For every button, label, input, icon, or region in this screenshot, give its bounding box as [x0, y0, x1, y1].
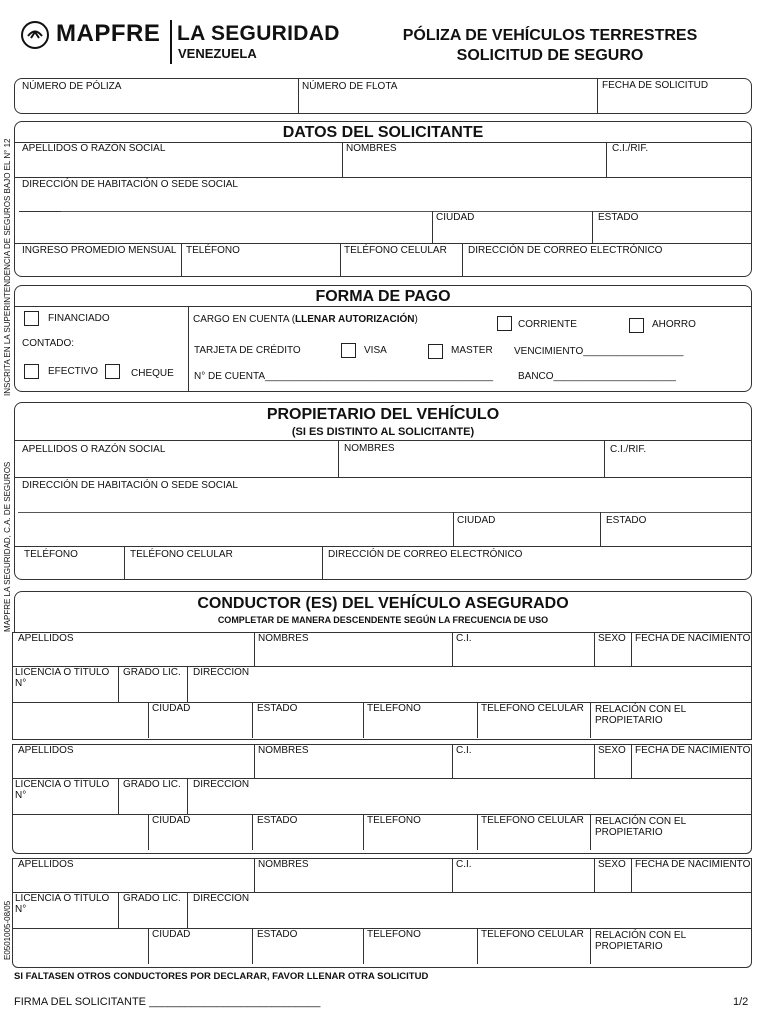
driver-3-ci-field[interactable] — [453, 870, 593, 891]
propietario-apellidos-label: APELLIDOS O RAZÓN SOCIAL — [22, 444, 166, 455]
divider — [187, 666, 188, 702]
solicitante-telefono-field[interactable] — [183, 256, 338, 275]
driver-3-relacion-label: RELACIÓN CON EL PROPIETARIO — [595, 930, 686, 952]
driver-2-relacion-label: RELACIÓN CON EL PROPIETARIO — [595, 816, 686, 838]
driver-1-ciudad-label: CIUDAD — [152, 703, 191, 714]
divider — [340, 243, 341, 277]
driver-1-apellidos-field[interactable] — [13, 644, 253, 665]
divider — [298, 78, 299, 114]
driver-1-relacion-label: RELACIÓN CON EL PROPIETARIO — [595, 704, 686, 726]
firma-solicitante-field[interactable]: FIRMA DEL SOLICITANTE ____________________________ — [14, 996, 321, 1008]
solicitante-direccion-field[interactable] — [16, 190, 750, 210]
propietario-ciudad-field[interactable] — [455, 526, 598, 545]
driver-3-ciudad-field[interactable] — [149, 940, 251, 963]
divider — [15, 546, 751, 547]
fecha-solicitud-label: FECHA DE SOLICITUD — [602, 80, 709, 91]
driver-1-relacion-field[interactable] — [592, 728, 750, 738]
divider — [15, 306, 751, 307]
solicitante-ciudad-label: CIUDAD — [436, 212, 475, 223]
driver-3-nombres-label: NOMBRES — [258, 859, 309, 870]
side-registration-text: INSCRITA EN LA SUPERINTENDENCIA DE SEGUROS BAJO EL N° 12 — [3, 138, 12, 396]
conductores-subtitle: COMPLETAR DE MANERA DESCENDENTE SEGÚN LA FRECUENCIA DE USO — [217, 615, 549, 625]
driver-2-grado-label: GRADO LIC. — [123, 779, 181, 790]
driver-2-licencia-label: LICENCIA O TÍTULO N° — [15, 779, 110, 801]
solicitante-ingreso-field[interactable] — [16, 256, 179, 275]
driver-1-estado-label: ESTADO — [257, 703, 298, 714]
driver-1-nombres-field[interactable] — [255, 644, 451, 665]
propietario-nombres-label: NOMBRES — [344, 443, 395, 454]
divider — [453, 512, 454, 546]
solicitante-ci-field[interactable] — [608, 154, 750, 176]
driver-2-estado-field[interactable] — [254, 826, 362, 849]
solicitante-direccion-field-2[interactable] — [16, 212, 430, 242]
propietario-celular-label: TELÉFONO CELULAR — [130, 549, 233, 560]
solicitante-celular-label: TELÉFONO CELULAR — [344, 245, 447, 256]
solicitante-apellidos-label: APELLIDOS O RAZÓN SOCIAL — [22, 143, 166, 154]
fecha-solicitud-field[interactable] — [599, 92, 749, 112]
driver-3-estado-label: ESTADO — [257, 929, 298, 940]
propietario-telefono-field[interactable] — [16, 560, 122, 578]
driver-1-grado-field[interactable] — [120, 679, 186, 701]
numero-poliza-field[interactable] — [16, 92, 296, 112]
solicitante-title: DATOS DEL SOLICITANTE — [282, 124, 484, 141]
mapfre-emblem-icon — [21, 21, 49, 49]
divider — [592, 211, 593, 243]
divider — [322, 546, 323, 580]
divider — [118, 778, 119, 814]
propietario-telefono-label: TELÉFONO — [24, 549, 78, 560]
driver-3-grado-field[interactable] — [120, 905, 186, 927]
side-form-code: E0501005-08/05 — [3, 900, 12, 960]
solicitante-nombres-label: NOMBRES — [346, 143, 397, 154]
cargo-cuenta-label: CARGO EN CUENTA (LLENAR AUTORIZACIÓN) — [193, 314, 418, 325]
propietario-direccion-field[interactable] — [16, 491, 750, 511]
propietario-ci-label: C.I./RIF. — [610, 444, 647, 455]
solicitante-correo-field[interactable] — [464, 256, 750, 275]
cheque-label: CHEQUE — [131, 368, 174, 379]
propietario-correo-field[interactable] — [324, 560, 750, 578]
divider — [15, 243, 751, 244]
driver-3-apellidos-field[interactable] — [13, 870, 253, 891]
driver-3-fecha-nac-field[interactable] — [632, 870, 750, 891]
driver-2-telefono-field[interactable] — [364, 826, 476, 849]
divider — [181, 243, 182, 277]
driver-1-telefono-label: TELEFONO — [367, 703, 421, 714]
driver-3-licencia-label: LICENCIA O TÍTULO N° — [15, 893, 110, 915]
driver-3-sexo-label: SEXO — [598, 859, 626, 870]
propietario-apellidos-field[interactable] — [16, 455, 336, 476]
divider — [590, 702, 591, 738]
propietario-direccion-field-2[interactable] — [16, 513, 451, 545]
solicitante-apellidos-field[interactable] — [16, 154, 340, 176]
banco-field[interactable]: BANCO______________________ — [518, 371, 676, 382]
driver-3-ci-label: C.I. — [456, 859, 472, 870]
propietario-subtitle: (SI ES DISTINTO AL SOLICITANTE) — [291, 426, 475, 438]
propietario-direccion-label: DIRECCIÓN DE HABITACIÓN O SEDE SOCIAL — [22, 480, 238, 491]
driver-2-ciudad-label: CIUDAD — [152, 815, 191, 826]
driver-2-licencia-field[interactable] — [40, 791, 116, 813]
vencimiento-field[interactable]: VENCIMIENTO__________________ — [514, 346, 684, 357]
solicitante-celular-field[interactable] — [342, 256, 460, 275]
driver-1-direccion-field[interactable] — [189, 679, 750, 701]
driver-1-estado-field[interactable] — [254, 714, 362, 737]
driver-2-direccion-label: DIRECCION — [193, 779, 250, 790]
solicitante-nombres-field[interactable] — [344, 154, 604, 176]
conductores-title: CONDUCTOR (ES) DEL VEHÍCULO ASEGURADO — [197, 595, 569, 612]
driver-1-celular-label: TELEFONO CELULAR — [481, 703, 584, 714]
propietario-ci-field[interactable] — [606, 455, 750, 476]
propietario-nombres-field[interactable] — [340, 455, 602, 476]
corriente-label: CORRIENTE — [518, 319, 577, 330]
driver-2-direccion-field[interactable] — [189, 791, 750, 813]
divider — [124, 546, 125, 580]
master-label: MASTER — [451, 345, 493, 356]
driver-3-estado-field[interactable] — [254, 940, 362, 963]
driver-3-fecha-nac-label: FECHA DE NACIMIENTO — [635, 859, 751, 870]
solicitante-telefono-label: TELÉFONO — [186, 245, 240, 256]
driver-1-ci-label: C.I. — [456, 633, 472, 644]
master-checkbox[interactable] — [428, 344, 443, 359]
brand-name: MAPFRE — [56, 20, 161, 47]
driver-1-grado-label: GRADO LIC. — [123, 667, 181, 678]
driver-1-direccion-field-2[interactable] — [13, 703, 147, 737]
driver-3-licencia-field[interactable] — [40, 905, 116, 927]
brand-divider — [170, 20, 172, 64]
driver-3-direccion-field[interactable] — [189, 905, 750, 927]
visa-checkbox[interactable] — [341, 343, 356, 358]
efectivo-checkbox[interactable] — [24, 364, 39, 379]
driver-3-direccion-label: DIRECCION — [193, 893, 250, 904]
divider — [118, 666, 119, 702]
driver-2-ciudad-field[interactable] — [149, 826, 251, 849]
driver-3-celular-label: TELEFONO CELULAR — [481, 929, 584, 940]
driver-2-grado-field[interactable] — [120, 791, 186, 813]
divider — [432, 211, 433, 243]
visa-label: VISA — [364, 345, 387, 356]
tarjeta-credito-label: TARJETA DE CRÉDITO — [194, 345, 301, 356]
propietario-correo-label: DIRECCIÓN DE CORREO ELECTRÓNICO — [328, 549, 523, 560]
driver-3-ciudad-label: CIUDAD — [152, 929, 191, 940]
divider — [462, 243, 463, 277]
financiado-label: FINANCIADO — [48, 313, 110, 324]
divider — [597, 78, 598, 114]
driver-2-ci-label: C.I. — [456, 745, 472, 756]
divider — [338, 440, 339, 477]
driver-2-relacion-field[interactable] — [592, 840, 750, 850]
driver-3-apellidos-label: APELLIDOS — [18, 859, 74, 870]
driver-3-nombres-field[interactable] — [255, 870, 451, 891]
driver-1-sexo-field[interactable] — [595, 644, 630, 665]
propietario-celular-field[interactable] — [126, 560, 320, 578]
divider — [606, 142, 607, 177]
numero-flota-field[interactable] — [300, 92, 595, 112]
solicitante-estado-field[interactable] — [594, 223, 750, 242]
ahorro-label: AHORRO — [652, 319, 696, 330]
cheque-checkbox[interactable] — [105, 364, 120, 379]
driver-2-celular-label: TELEFONO CELULAR — [481, 815, 584, 826]
driver-1-ci-field[interactable] — [453, 644, 593, 665]
numero-cuenta-field[interactable]: N° DE CUENTA_________________________________________ — [194, 371, 494, 382]
driver-2-sexo-label: SEXO — [598, 745, 626, 756]
driver-3-telefono-field[interactable] — [364, 940, 476, 963]
solicitante-estado-label: ESTADO — [598, 212, 639, 223]
divider — [252, 928, 253, 964]
driver-1-licencia-label: LICENCIA O TÍTULO N° — [15, 667, 110, 689]
footer-note: SI FALTASEN OTROS CONDUCTORES POR DECLARAR, FAVOR LLENAR OTRA SOLICITUD — [14, 971, 429, 982]
driver-2-sexo-field[interactable] — [595, 756, 630, 777]
numero-poliza-label: NÚMERO DE PÓLIZA — [22, 81, 122, 92]
divider — [15, 177, 751, 178]
forma-pago-title: FORMA DE PAGO — [315, 288, 451, 305]
document-subtitle: SOLICITUD DE SEGURO — [456, 47, 644, 64]
driver-1-fecha-nac-field[interactable] — [632, 644, 750, 665]
driver-3-telefono-label: TELEFONO — [367, 929, 421, 940]
page-number: 1/2 — [733, 996, 749, 1008]
divider — [15, 477, 751, 478]
driver-2-fecha-nac-label: FECHA DE NACIMIENTO — [635, 745, 751, 756]
contado-label: CONTADO: — [22, 338, 75, 349]
divider — [188, 306, 189, 392]
ahorro-checkbox[interactable] — [629, 318, 644, 333]
driver-3-direccion-field-2[interactable] — [13, 929, 147, 963]
numero-flota-label: NÚMERO DE FLOTA — [302, 81, 398, 92]
driver-3-sexo-field[interactable] — [595, 870, 630, 891]
driver-1-fecha-nac-label: FECHA DE NACIMIENTO — [635, 633, 751, 644]
driver-3-grado-label: GRADO LIC. — [123, 893, 181, 904]
driver-3-celular-field[interactable] — [478, 940, 589, 963]
driver-1-licencia-field[interactable] — [40, 679, 116, 701]
divider — [187, 778, 188, 814]
brand-la-seguridad: LA SEGURIDAD — [177, 22, 340, 45]
driver-1-sexo-label: SEXO — [598, 633, 626, 644]
divider — [252, 814, 253, 850]
brand-venezuela: VENEZUELA — [178, 46, 257, 61]
corriente-checkbox[interactable] — [497, 316, 512, 331]
driver-2-celular-field[interactable] — [478, 826, 589, 849]
driver-2-estado-label: ESTADO — [257, 815, 298, 826]
driver-2-nombres-field[interactable] — [255, 756, 451, 777]
efectivo-label: EFECTIVO — [48, 366, 99, 377]
driver-2-direccion-field-2[interactable] — [13, 815, 147, 849]
propietario-ciudad-label: CIUDAD — [457, 515, 496, 526]
financiado-checkbox[interactable] — [24, 311, 39, 326]
driver-3-relacion-field[interactable] — [592, 954, 750, 964]
solicitante-ingreso-label: INGRESO PROMEDIO MENSUAL — [22, 245, 177, 256]
document-title: PÓLIZA DE VEHÍCULOS TERRESTRES — [402, 27, 698, 44]
side-company-text: MAPFRE LA SEGURIDAD, C.A. DE SEGUROS — [3, 461, 12, 632]
divider — [15, 440, 751, 441]
divider — [600, 512, 601, 546]
driver-1-celular-field[interactable] — [478, 714, 589, 737]
driver-2-apellidos-field[interactable] — [13, 756, 253, 777]
driver-1-telefono-field[interactable] — [364, 714, 476, 737]
driver-2-nombres-label: NOMBRES — [258, 745, 309, 756]
divider — [590, 928, 591, 964]
solicitante-ciudad-field[interactable] — [434, 223, 590, 242]
divider — [252, 702, 253, 738]
driver-1-nombres-label: NOMBRES — [258, 633, 309, 644]
driver-1-direccion-label: DIRECCION — [193, 667, 250, 678]
solicitante-direccion-label: DIRECCIÓN DE HABITACIÓN O SEDE SOCIAL — [22, 179, 238, 190]
divider — [187, 892, 188, 928]
driver-2-ci-field[interactable] — [453, 756, 593, 777]
driver-2-telefono-label: TELEFONO — [367, 815, 421, 826]
propietario-title: PROPIETARIO DEL VEHÍCULO — [266, 406, 500, 423]
driver-1-ciudad-field[interactable] — [149, 714, 251, 737]
driver-2-fecha-nac-field[interactable] — [632, 756, 750, 777]
divider — [590, 814, 591, 850]
solicitante-ci-label: C.I./RIF. — [612, 143, 649, 154]
divider — [342, 142, 343, 177]
divider — [604, 440, 605, 477]
propietario-estado-field[interactable] — [602, 526, 750, 545]
divider — [118, 892, 119, 928]
propietario-estado-label: ESTADO — [606, 515, 647, 526]
driver-2-apellidos-label: APELLIDOS — [18, 745, 74, 756]
solicitante-correo-label: DIRECCIÓN DE CORREO ELECTRÓNICO — [468, 245, 663, 256]
driver-1-apellidos-label: APELLIDOS — [18, 633, 74, 644]
conductores-header — [14, 591, 752, 633]
